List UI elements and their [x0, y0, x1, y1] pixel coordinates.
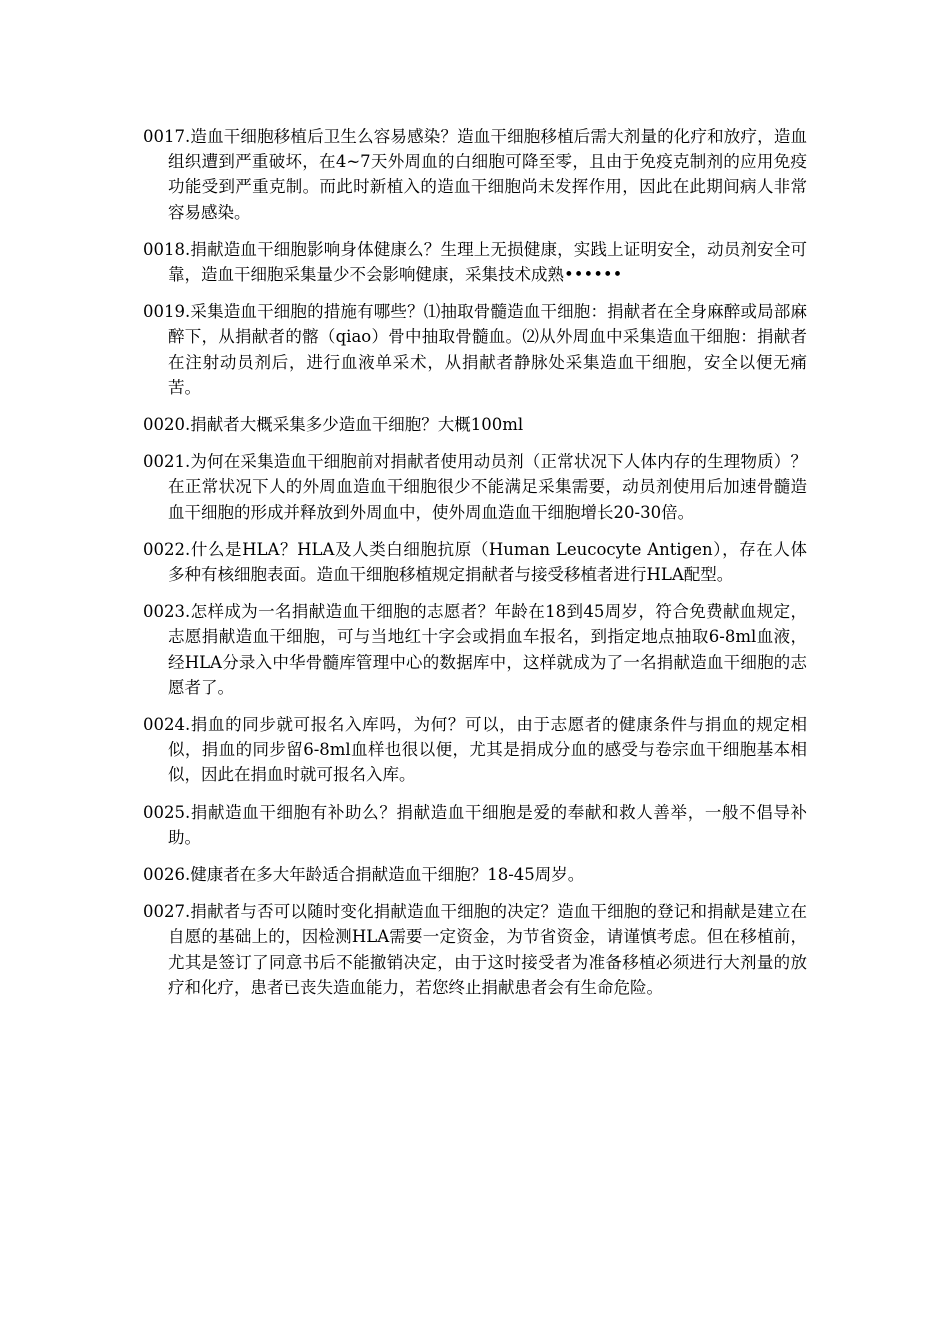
qa-paragraph-0021: 0021.为何在采集造血干细胞前对捐献者使用动员剂（正常状况下人体内存的生理物质）？在正常状况下人的外周血造血干细胞很少不能满足采集需要，动员剂使用后加速骨髓造血干细胞的形成并释放到外周血中，使外周血造血干细胞增长20-30倍。 [143, 452, 807, 522]
qa-paragraph-0018: 0018.捐献造血干细胞影响身体健康么？生理上无损健康，实践上证明安全，动员剂安全可靠，造血干细胞采集量少不会影响健康，采集技术成熟•••••• [143, 239, 807, 285]
qa-paragraph-0025: 0025.捐献造血干细胞有补助么？捐献造血干细胞是爱的奉献和救人善举，一般不倡导补助。 [143, 802, 807, 847]
qa-paragraph-0023: 0023.怎样成为一名捐献造血干细胞的志愿者？年龄在18到45周岁，符合免费献血规定，志愿捐献造血干细胞，可与当地红十字会或捐血车报名，到指定地点抽取6-8ml血液，经HLA分录入中华骨髓库管理中心的数据库中，这样就成为了一名捐献造血干细胞的志愿者了。 [143, 602, 807, 697]
qa-paragraph-0027: 0027.捐献者与否可以随时变化捐献造血干细胞的决定？造血干细胞的登记和捐献是建立在自愿的基础上的，因检测HLA需要一定资金，为节省资金，请谨慎考虑。但在移植前，尤其是签订了同意书后不能撤销决定，由于这时接受者为准备移植必须进行大剂量的放疗和化疗，患者已丧失造血能力，若您终止捐献患者会有生命危险。 [143, 902, 807, 997]
qa-paragraph-0020: 0020.捐献者大概采集多少造血干细胞？大概100ml [143, 415, 524, 435]
qa-paragraph-0019: 0019.采集造血干细胞的措施有哪些？⑴抽取骨髓造血干细胞：捐献者在全身麻醉或局部麻醉下，从捐献者的髂（qiao）骨中抽取骨髓血。⑵从外周血中采集造血干细胞：捐献者在注射动员剂后，进行血液单采术，从捐献者静脉处采集造血干细胞，安全以便无痛苦。 [143, 302, 807, 397]
qa-paragraph-0024: 0024.捐血的同步就可报名入库吗，为何？可以，由于志愿者的健康条件与捐血的规定相似，捐血的同步留6-8ml血样也很以便，尤其是捐成分血的感受与卷宗血干细胞基本相似，因此在捐血时就可报名入库。 [143, 715, 807, 785]
document-body [143, 124, 807, 1012]
qa-paragraph-0026: 0026.健康者在多大年龄适合捐献造血干细胞？18-45周岁。 [143, 865, 585, 885]
qa-paragraph-0022: 0022.什么是HLA？HLA及人类白细胞抗原（Human Leucocyte Antigen），存在人体多种有核细胞表面。造血干细胞移植规定捐献者与接受移植者进行HLA配型。 [143, 539, 807, 585]
qa-paragraph-0017: 0017.造血干细胞移植后卫生么容易感染？造血干细胞移植后需大剂量的化疗和放疗，造血组织遭到严重破坏，在4~7天外周血的白细胞可降至零，且由于免疫克制剂的应用免疫功能受到严重克制。而此时新植入的造血干细胞尚未发挥作用，因此在此期间病人非常容易感染。 [143, 127, 807, 222]
